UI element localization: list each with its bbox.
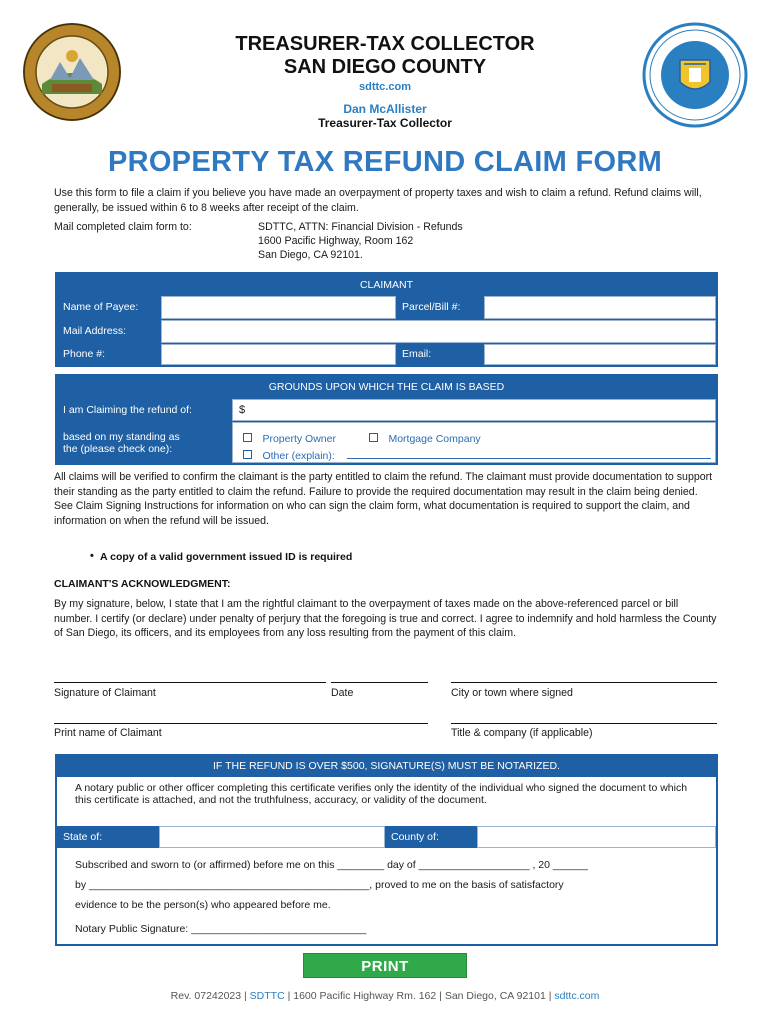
parcel-label: Parcel/Bill #:	[396, 296, 484, 319]
checkbox-other[interactable]	[243, 450, 252, 459]
verification-text: All claims will be verified to confirm the claimant is the party entitled to claim the refund. The claimant must provide documentation to support their standing as the party entitled to claim the refund. Failure to provide the required documentation may result in the claim being denied. See Claim Signing Instructions for information on who can sign the claim form, what documentation is required to support the claim, and information on when the refund will be issued.	[54, 471, 713, 527]
sworn-line[interactable]: Subscribed and sworn to (or affirmed) before me on this ________ day of ___________________ , 20 ______	[75, 859, 588, 871]
notary-disclaimer: A notary public or other officer completing this certificate verifies only the identity of the individual who signed the document to which this certificate is attached, and not the truthfulness, accuracy, or validity of the document.	[75, 782, 688, 806]
county-label: County of:	[385, 826, 477, 848]
footer-sep1: |	[287, 990, 291, 1002]
title-company-line[interactable]	[451, 723, 717, 724]
option-mortgage-company[interactable]	[369, 429, 481, 447]
acknowledgment-text: By my signature, below, I state that I am the rightful claimant to the overpayment of taxes made on the above-referenced parcel or bill number. I certify (or declare) under penalty of perjury that the foregoing is true and correct. I agree to indemnify and hold harmless the County of San Diego, its officers, and its employees from any loss resulting from the payment of this claim.	[54, 598, 717, 639]
option-property-owner[interactable]	[243, 429, 336, 447]
standing-label	[57, 422, 232, 463]
address-input[interactable]	[161, 320, 716, 343]
date-line[interactable]	[331, 682, 428, 683]
county-input[interactable]	[477, 826, 716, 848]
treasurer-seal-logo	[642, 22, 748, 128]
payee-label: Name of Payee:	[57, 296, 161, 319]
title-company-label: Title & company (if applicable)	[451, 727, 593, 739]
grounds-heading: GROUNDS UPON WHICH THE CLAIM IS BASED	[57, 376, 716, 398]
signature-label: Signature of Claimant	[54, 687, 156, 699]
footer-sep2: |	[439, 990, 442, 1002]
print-name-line[interactable]	[54, 723, 428, 724]
phone-input[interactable]	[161, 344, 396, 365]
refund-amount-input[interactable]: $	[232, 399, 716, 421]
refund-amount-label: I am Claiming the refund of:	[57, 399, 232, 421]
other-explain-line[interactable]	[347, 458, 711, 459]
form-title: PROPERTY TAX REFUND CLAIM FORM	[107, 146, 663, 178]
mail-to-label: Mail completed claim form to:	[54, 221, 192, 233]
footer	[40, 990, 730, 1002]
phone-label: Phone #:	[57, 344, 161, 365]
claimant-section	[55, 272, 718, 367]
footer-website-link[interactable]: sdttc.com	[554, 990, 600, 1002]
standing-label-line2: the (please check one):	[63, 443, 173, 455]
payee-input[interactable]	[161, 296, 396, 319]
mail-to-line2: 1600 Pacific Highway, Room 162	[258, 235, 414, 247]
footer-city: San Diego, CA 92101	[444, 990, 546, 1002]
city-label: City or town where signed	[451, 687, 573, 699]
header-title-line2: SAN DIEGO COUNTY	[283, 56, 487, 78]
footer-sep3: |	[548, 990, 552, 1002]
header-website-link[interactable]: sdttc.com	[359, 81, 411, 93]
county-seal-logo	[22, 22, 122, 122]
by-line[interactable]: by ________________________________________________, proved to me on the basis of satisfactory	[75, 879, 564, 891]
parcel-input[interactable]	[484, 296, 716, 319]
grounds-section	[55, 374, 718, 465]
official-name: Dan McAllister	[343, 102, 427, 116]
signature-line[interactable]	[54, 682, 326, 683]
option-other-label: Other (explain):	[262, 450, 335, 462]
standing-label-line1: based on my standing as	[63, 431, 180, 443]
checkbox-property-owner[interactable]	[243, 433, 252, 442]
official-title: Treasurer-Tax Collector	[318, 116, 452, 130]
footer-rev: Rev. 07242023 |	[170, 990, 247, 1002]
address-label: Mail Address:	[57, 320, 161, 343]
evidence-line: evidence to be the person(s) who appeared before me.	[75, 899, 331, 911]
bullet-icon: •	[90, 550, 94, 562]
email-label: Email:	[396, 344, 484, 365]
print-name-label: Print name of Claimant	[54, 727, 162, 739]
intro-text: Use this form to file a claim if you believe you have made an overpayment of property taxes and wish to claim a refund. Refund claims will, generally, be issued within 6 to 8 weeks after receipt of the claim.	[54, 187, 702, 214]
notary-signature-line[interactable]: Notary Public Signature: ______________________________	[75, 923, 367, 935]
claimant-heading: CLAIMANT	[57, 274, 716, 296]
notary-section	[55, 754, 718, 946]
option-mortgage-company-label: Mortgage Company	[388, 433, 481, 445]
state-label: State of:	[57, 826, 159, 848]
footer-address: 1600 Pacific Highway Rm. 162	[293, 990, 437, 1002]
notary-heading: IF THE REFUND IS OVER $500, SIGNATURE(S) MUST BE NOTARIZED.	[57, 756, 716, 777]
acknowledgment-heading: CLAIMANT'S ACKNOWLEDGMENT:	[54, 578, 231, 590]
footer-org: SDTTC	[249, 990, 285, 1002]
option-property-owner-label: Property Owner	[262, 433, 336, 445]
email-input[interactable]	[484, 344, 716, 365]
state-input[interactable]	[159, 826, 385, 848]
date-label: Date	[331, 687, 354, 699]
city-line[interactable]	[451, 682, 717, 683]
mail-to-line1: SDTTC, ATTN: Financial Division - Refunds	[258, 221, 463, 233]
header-title-line1: TREASURER-TAX COLLECTOR	[235, 33, 535, 55]
mail-to-line3: San Diego, CA 92101.	[258, 249, 363, 261]
id-requirement: A copy of a valid government issued ID is required	[100, 551, 353, 563]
print-button[interactable]: PRINT	[303, 953, 467, 978]
standing-options	[232, 422, 716, 463]
checkbox-mortgage-company[interactable]	[369, 433, 378, 442]
option-other[interactable]	[243, 446, 335, 464]
